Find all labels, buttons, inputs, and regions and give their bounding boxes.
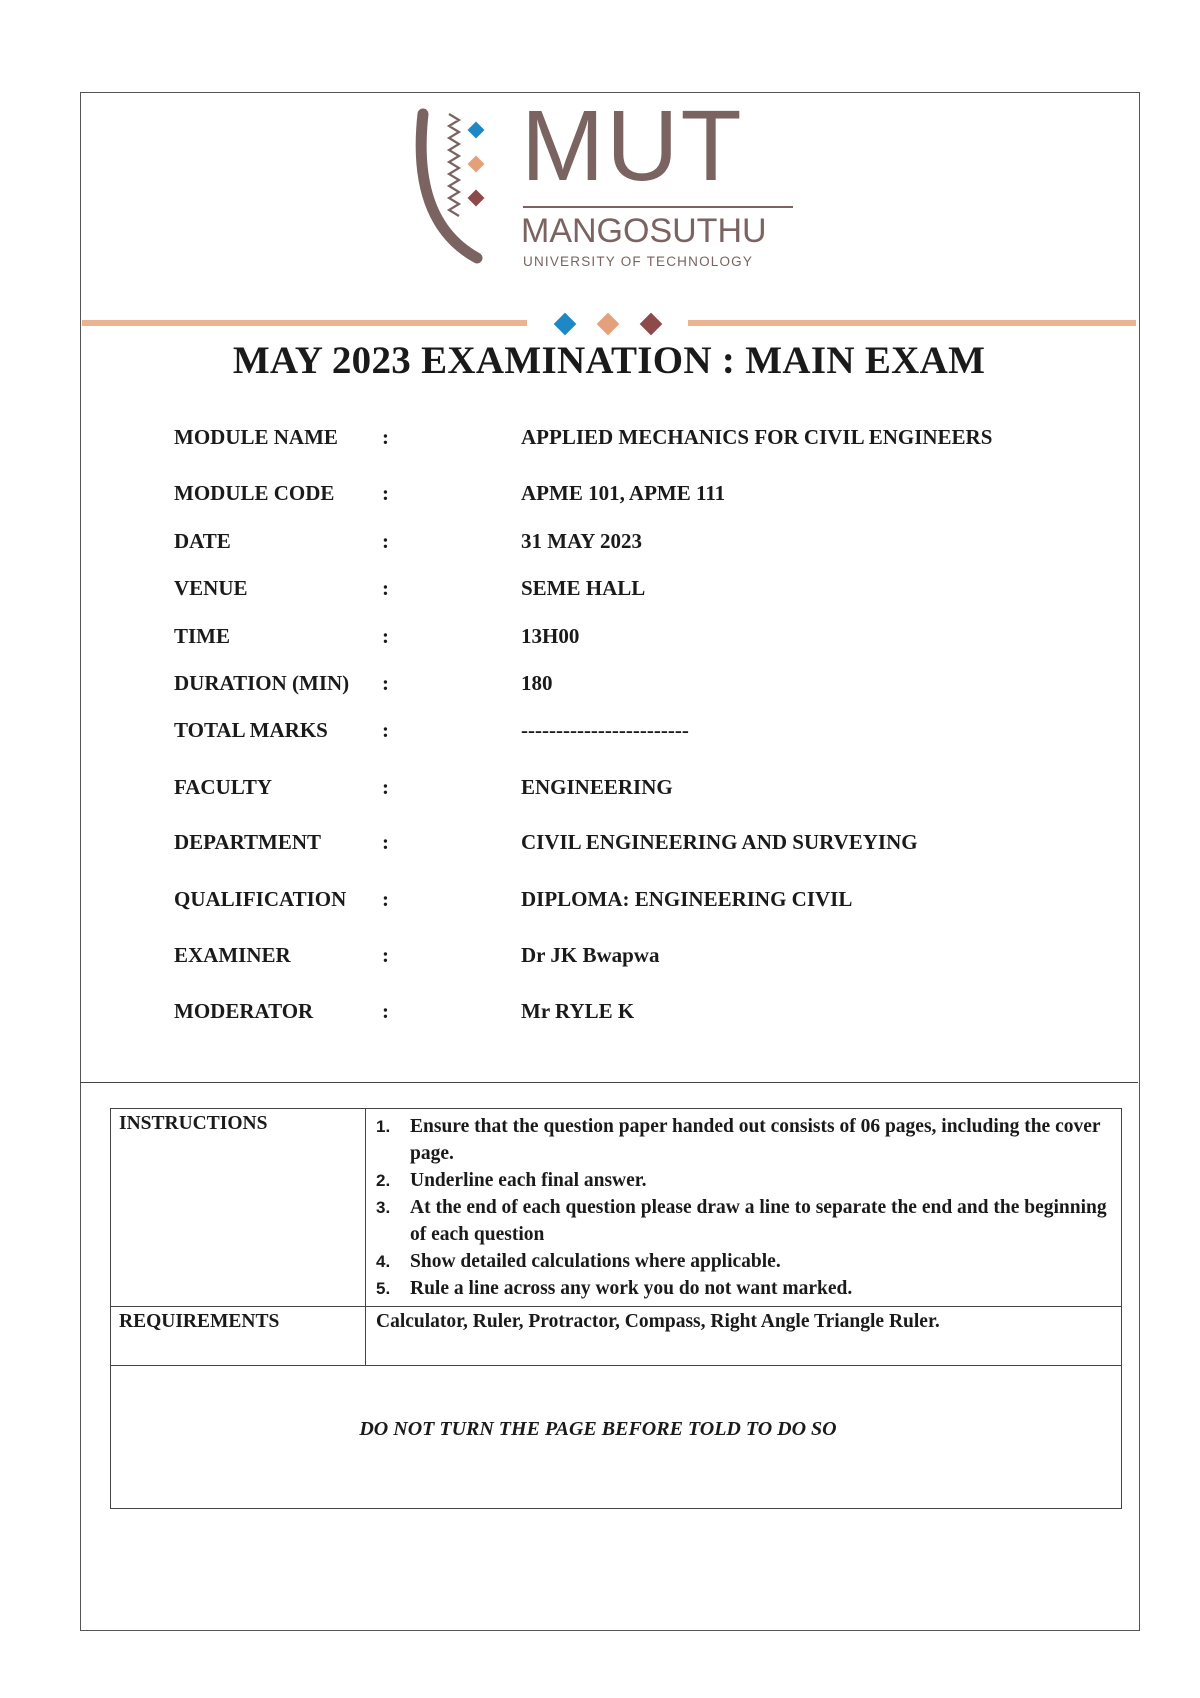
logo-university-name: MANGOSUTHU (521, 212, 767, 250)
instructions-heading: INSTRUCTIONS (111, 1109, 366, 1307)
field-module-code: MODULE CODE : APME 101, APME 111 (174, 481, 726, 505)
field-faculty: FACULTY : ENGINEERING (174, 775, 673, 799)
field-time: TIME : 13H00 (174, 624, 580, 648)
field-venue: VENUE : SEME HALL (174, 576, 646, 600)
logo-emblem-icon (415, 108, 515, 278)
requirements-text: Calculator, Ruler, Protractor, Compass, Right Angle Triangle Ruler. (366, 1307, 1122, 1366)
instruction-item: 5. Rule a line across any work you do not want marked. (376, 1278, 853, 1299)
requirements-heading: REQUIREMENTS (111, 1307, 366, 1366)
instructions-list-cell (366, 1109, 1122, 1307)
warning-row (111, 1366, 1122, 1509)
exam-title: MAY 2023 EXAMINATION : MAIN EXAM (232, 339, 986, 382)
instruction-item: 3. At the end of each question please draw a line to separate the end and the beginning of each question (376, 1197, 1107, 1245)
logo-acronym: MUT (521, 90, 744, 202)
instruction-item: 1. Ensure that the question paper handed out consists of 06 pages, including the cover page. (376, 1116, 1101, 1164)
logo-subtitle: UNIVERSITY OF TECHNOLOGY (523, 254, 754, 269)
instruction-item: 2. Underline each final answer. (376, 1170, 647, 1191)
warning-text: DO NOT TURN THE PAGE BEFORE TOLD TO DO SO (359, 1417, 837, 1440)
instructions-table (110, 1108, 1122, 1509)
university-logo (415, 90, 805, 276)
warning-cell (111, 1366, 1122, 1509)
field-date: DATE : 31 MAY 2023 (174, 529, 642, 553)
logo-divider (523, 206, 793, 208)
decorative-band-left (82, 320, 527, 326)
field-duration: DURATION (MIN) : 180 (174, 671, 553, 695)
instructions-row (111, 1109, 1122, 1307)
field-department: DEPARTMENT : CIVIL ENGINEERING AND SURVEYING (174, 830, 918, 854)
field-moderator: MODERATOR : Mr RYLE K (174, 999, 635, 1023)
requirements-row (111, 1307, 1122, 1366)
field-module-name: MODULE NAME : APPLIED MECHANICS FOR CIVIL ENGINEERS (174, 425, 993, 449)
field-total-marks: TOTAL MARKS : ------------------------ (174, 718, 689, 742)
field-examiner: EXAMINER : Dr JK Bwapwa (174, 943, 660, 967)
decorative-band-right (688, 320, 1136, 326)
instructions-list (376, 1113, 1111, 1302)
field-qualification: QUALIFICATION : DIPLOMA: ENGINEERING CIVIL (174, 887, 853, 911)
instruction-item: 4. Show detailed calculations where applicable. (376, 1251, 781, 1272)
